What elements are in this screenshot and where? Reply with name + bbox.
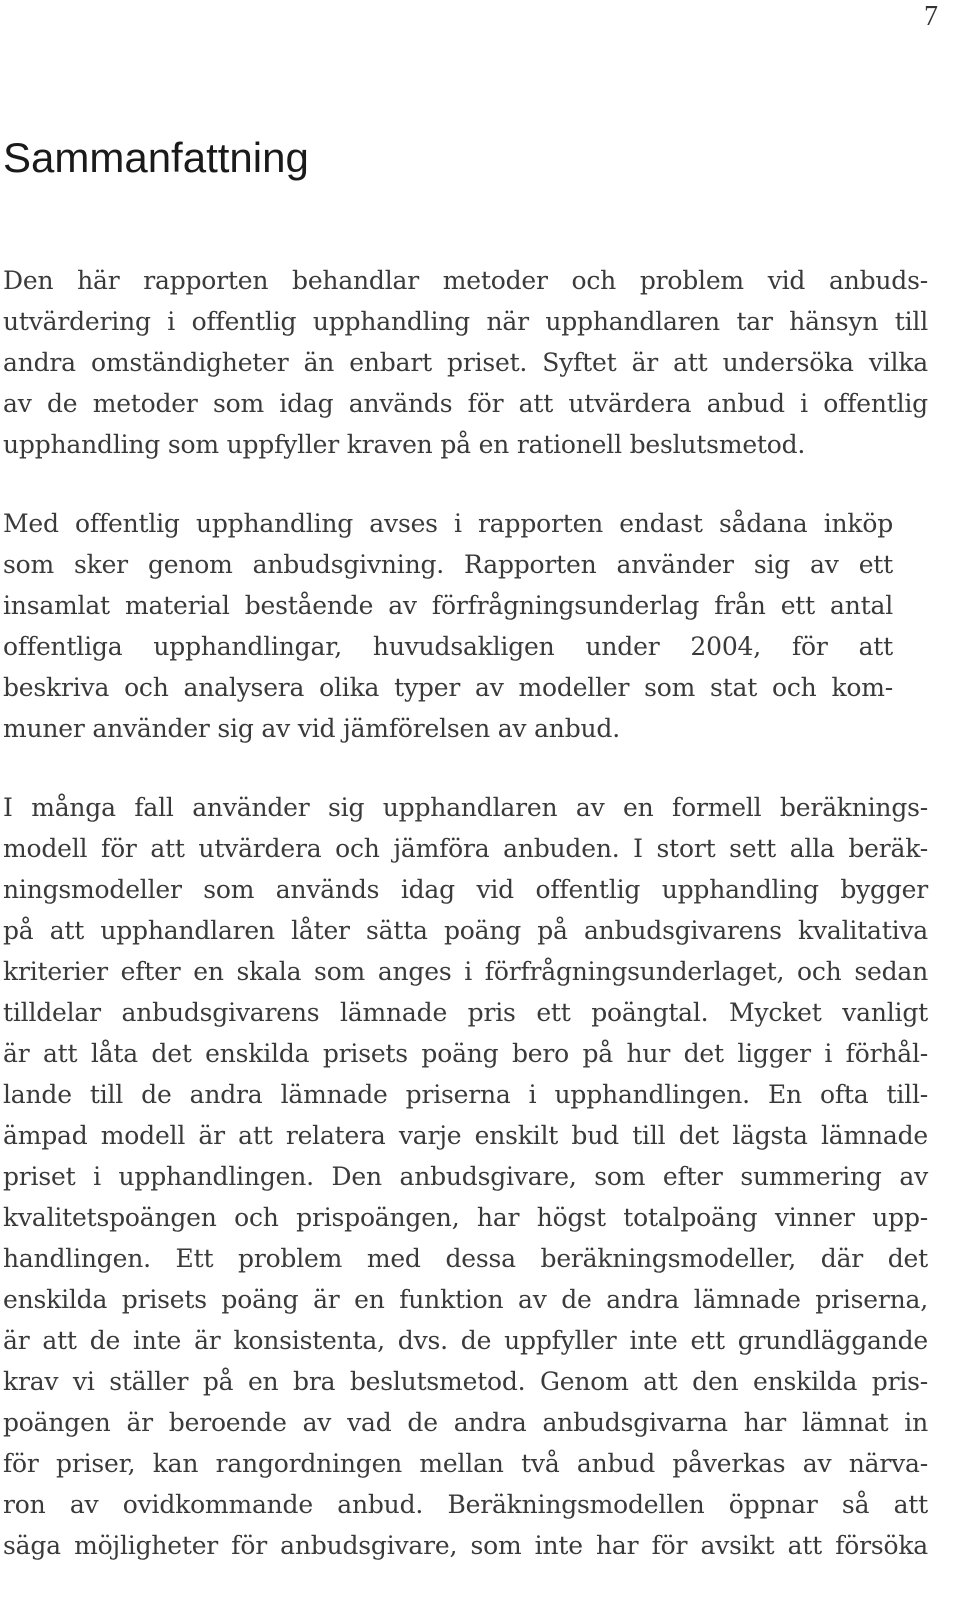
paragraph-1 <box>3 260 928 465</box>
paragraph-line: enskilda prisets poäng är en funktion av de andra lämnade priserna, <box>3 1285 928 1314</box>
paragraph-line: upphandling som uppfyller kraven på en rationell beslutsmetod. <box>3 430 806 459</box>
page-title: Sammanfattning <box>3 134 309 181</box>
paragraph-line: Med offentlig upphandling avses i rapporten endast sådana inköp <box>3 509 893 538</box>
paragraph-3 <box>3 787 928 1566</box>
paragraph-line: muner använder sig av vid jämförelsen av anbud. <box>3 714 620 743</box>
page-number: 7 <box>924 1 938 32</box>
paragraph-line: som sker genom anbudsgivning. Rapporten använder sig av ett <box>3 550 893 579</box>
paragraph-line: för priser, kan rangordningen mellan två anbud påverkas av närva- <box>3 1449 928 1478</box>
paragraph-line: utvärdering i offentlig upphandling när upphandlaren tar hänsyn till <box>3 307 928 336</box>
paragraph-line: krav vi ställer på en bra beslutsmetod. Genom att den enskilda pris- <box>3 1367 928 1396</box>
paragraph-line: andra omständigheter än enbart priset. Syftet är att undersöka vilka <box>3 348 928 377</box>
paragraph-line: säga möjligheter för anbudsgivare, som inte har för avsikt att försöka <box>3 1531 928 1560</box>
paragraph-line: ron av ovidkommande anbud. Beräkningsmodellen öppnar så att <box>3 1490 928 1519</box>
paragraph-line: ningsmodeller som används idag vid offentlig upphandling bygger <box>3 875 928 904</box>
paragraph-line: är att låta det enskilda prisets poäng bero på hur det ligger i förhål- <box>3 1039 928 1068</box>
paragraph-line: kvalitetspoängen och prispoängen, har högst totalpoäng vinner upp- <box>3 1203 928 1232</box>
paragraph-line: beskriva och analysera olika typer av modeller som stat och kom- <box>3 673 893 702</box>
paragraph-line: modell för att utvärdera och jämföra anbuden. I stort sett alla beräk- <box>3 834 928 863</box>
paragraph-line: offentliga upphandlingar, huvudsakligen under 2004, för att <box>3 632 893 661</box>
paragraph-line: kriterier efter en skala som anges i förfrågningsunderlaget, och sedan <box>3 957 928 986</box>
paragraph-line: ämpad modell är att relatera varje enskilt bud till det lägsta lämnade <box>3 1121 928 1150</box>
paragraph-line: insamlat material bestående av förfrågningsunderlag från ett antal <box>3 591 893 620</box>
paragraph-line: tilldelar anbudsgivarens lämnade pris ett poängtal. Mycket vanligt <box>3 998 928 1027</box>
paragraph-line: Den här rapporten behandlar metoder och problem vid anbuds- <box>3 266 928 295</box>
paragraph-2 <box>3 503 893 749</box>
paragraph-line: I många fall använder sig upphandlaren av en formell beräknings- <box>3 793 928 822</box>
paragraph-line: av de metoder som idag används för att utvärdera anbud i offentlig <box>3 389 928 418</box>
paragraph-line: lande till de andra lämnade priserna i upphandlingen. En ofta till- <box>3 1080 928 1109</box>
paragraph-line: är att de inte är konsistenta, dvs. de uppfyller inte ett grundläggande <box>3 1326 928 1355</box>
paragraph-line: handlingen. Ett problem med dessa beräkningsmodeller, där det <box>3 1244 928 1273</box>
paragraph-line: priset i upphandlingen. Den anbudsgivare, som efter summering av <box>3 1162 928 1191</box>
paragraph-line: på att upphandlaren låter sätta poäng på anbudsgivarens kvalitativa <box>3 916 928 945</box>
paragraph-line: poängen är beroende av vad de andra anbudsgivarna har lämnat in <box>3 1408 928 1437</box>
